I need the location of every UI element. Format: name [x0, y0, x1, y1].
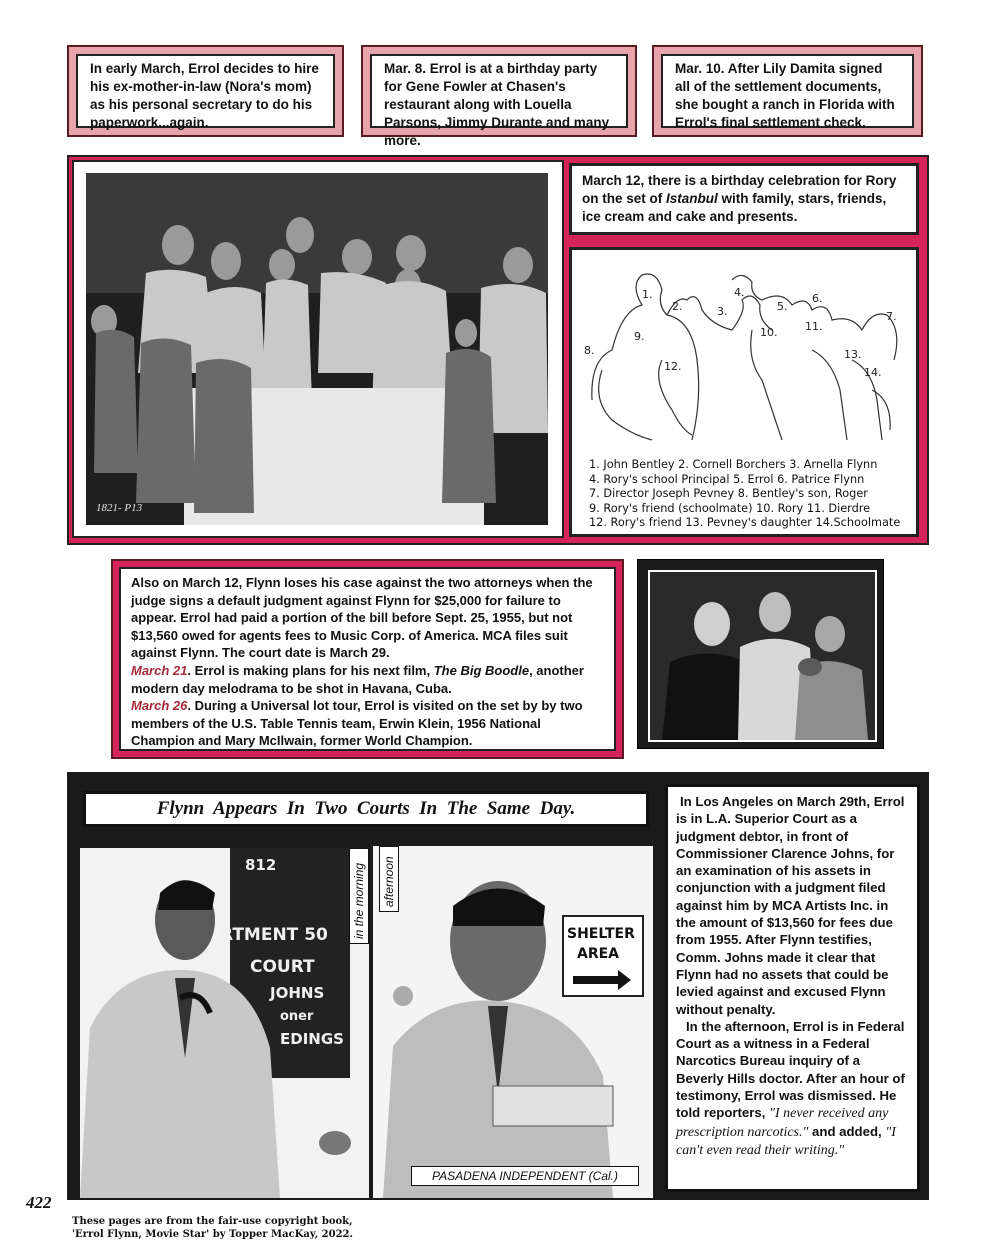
date-march-21: March 21: [131, 662, 188, 678]
court-story: [676, 793, 909, 1159]
key-14: 14.: [864, 366, 882, 379]
legend-line: 1. John Bentley 2. Cornell Borchers 3. Arnella Flynn: [589, 458, 878, 471]
party-caption: [582, 172, 906, 226]
note-line-1: These pages are from the fair-use copyright book,: [72, 1216, 353, 1227]
note-text: In early March, Errol decides to hire his ex-mother-in-law (Nora's mom) as his personal secretary to do his paperwork...again.: [76, 54, 335, 128]
afternoon-photo-image: [373, 846, 653, 1198]
key-1: 1.: [642, 288, 653, 301]
party-caption-box: [569, 163, 919, 235]
key-3: 3.: [717, 305, 728, 318]
people-key-box: [569, 247, 919, 537]
legend-line: 7. Director Joseph Pevney 8. Bentley's son, Roger: [589, 487, 868, 501]
people-legend: [589, 458, 919, 531]
table-tennis-photo: [648, 570, 877, 742]
story-para1: In Los Angeles on March 29th, Errol is in L.A. Superior Court as a judgment debtor, in front of Commissioner Clarence Johns, for an examination of his assets in conjunction with a judgment filed against him by MCA Artists Inc. in the amount of $13,560 for fees due from 1955. After Flynn testifies, Comm. Johns made it clear that Flynn had no assets that could be levied against and excused Flynn without penalty.: [676, 794, 905, 1017]
film-title: The Big Boodle: [433, 662, 530, 678]
copyright-note: [72, 1215, 353, 1241]
key-2: 2.: [672, 300, 683, 313]
table-tennis-image: [650, 572, 875, 740]
newspaper-credit: PASADENA INDEPENDENT (Cal.): [411, 1166, 639, 1186]
key-8: 8.: [584, 344, 595, 357]
quote-1: "I never received any prescription narcotics.": [676, 1106, 889, 1140]
key-12: 12.: [664, 360, 682, 373]
middle-para2-pre: . Errol is making plans for his next film,: [187, 662, 434, 678]
headline: Flynn Appears In Two Courts In The Same Day.: [156, 798, 576, 819]
party-photo-image: [86, 173, 548, 525]
middle-para3: . During a Universal lot tour, Errol is visited on the set by by two members of the U.S. Table Tennis team, Erwin Klein, 1956 National Champion and Mary McIlwain, former World Champion.: [131, 698, 583, 749]
key-7: 7.: [886, 310, 897, 323]
sign-line-5: EDINGS: [280, 1030, 344, 1048]
sign-line-3: JOHNS: [270, 984, 325, 1002]
legend-line: 12. Rory's friend 13. Pevney's daughter 14.Schoolmate: [589, 516, 901, 530]
note-text: Mar. 8. Errol is at a birthday party for Gene Fowler at Chasen's restaurant along with Louella Parsons, Jimmy Durante and many more.: [370, 54, 628, 128]
legend-line: 9. Rory's friend (schoolmate) 10. Rory 11. Dierdre: [589, 501, 871, 515]
court-story-box: [665, 784, 920, 1192]
note-box-early-march: [67, 45, 344, 137]
key-11: 11.: [805, 320, 823, 333]
date-march-26: March 26: [131, 698, 188, 714]
legend-line: 4. Rory's school Principal 5. Errol 6. Patrice Flynn: [589, 472, 865, 486]
key-4: 4.: [734, 286, 745, 299]
note-text: Mar. 10. After Lily Damita signed all of the settlement documents, she bought a ranch in Florida with Errol's final settlement check.: [661, 54, 914, 128]
photo-code: 1821- P13: [96, 502, 143, 514]
people-outline-diagram: [572, 250, 916, 450]
key-6: 6.: [812, 292, 823, 305]
table-tennis-photo-frame: [637, 559, 884, 749]
middle-para1: Also on March 12, Flynn loses his case against the two attorneys when the judge signs a default judgment against Flynn for $25,000 for failure to appear. Errol had paid a portion of the bill before Sept. 25, 1955, but not $13,560 owed for agents fees to Music Corp. of America. MCA files suit against Flynn. The court date is March 29.: [131, 575, 593, 661]
sign-line-1: RTMENT 50: [220, 925, 328, 945]
morning-photo-image: [80, 848, 369, 1198]
note-line-2: 'Errol Flynn, Movie Star' by Topper MacKay, 2022.: [72, 1229, 353, 1240]
key-9: 9.: [634, 330, 645, 343]
page-number: 422: [26, 1193, 52, 1212]
sign-line-2: COURT: [250, 957, 315, 977]
morning-photo: [80, 848, 369, 1198]
middle-para2-post: , another modern day melodrama to be shot in Havana, Cuba.: [131, 662, 584, 696]
key-13: 13.: [844, 348, 862, 361]
note-box-mar-8: [361, 45, 637, 148]
caption-post: with family, stars, friends, ice cream and cake and presents.: [582, 191, 887, 224]
label-morning: in the morning: [349, 848, 369, 944]
sign-line-0: 812: [245, 856, 277, 874]
shelter-line-1: AREA: [577, 946, 620, 962]
middle-text: [119, 567, 616, 751]
note-box-mar-10: [652, 45, 923, 137]
party-photo: [86, 173, 548, 525]
afternoon-photo: [373, 846, 653, 1198]
sign-line-4: oner: [280, 1009, 314, 1024]
shelter-line-0: SHELTER: [567, 926, 635, 942]
quote-2: "I can't even read their writing.": [676, 1124, 896, 1158]
label-afternoon: afternoon: [379, 846, 399, 912]
story-para2: In the afternoon, Errol is in Federal Court as a witness in a Federal Narcotics Bureau inquiry of a Beverly Hills doctor. After an hour of testimony, Errol was dismissed. He told reporters, "I never received any prescription narcotics." and added, "I can't even read their writing.": [676, 1018, 905, 1158]
headline-box: [83, 791, 649, 827]
key-10: 10.: [760, 326, 778, 339]
caption-film: Istanbul: [666, 191, 718, 206]
middle-text-box: [111, 559, 624, 759]
key-5: 5.: [777, 300, 788, 313]
caption-pre: March 12, there is a birthday celebration for Rory on the set of: [582, 173, 897, 206]
